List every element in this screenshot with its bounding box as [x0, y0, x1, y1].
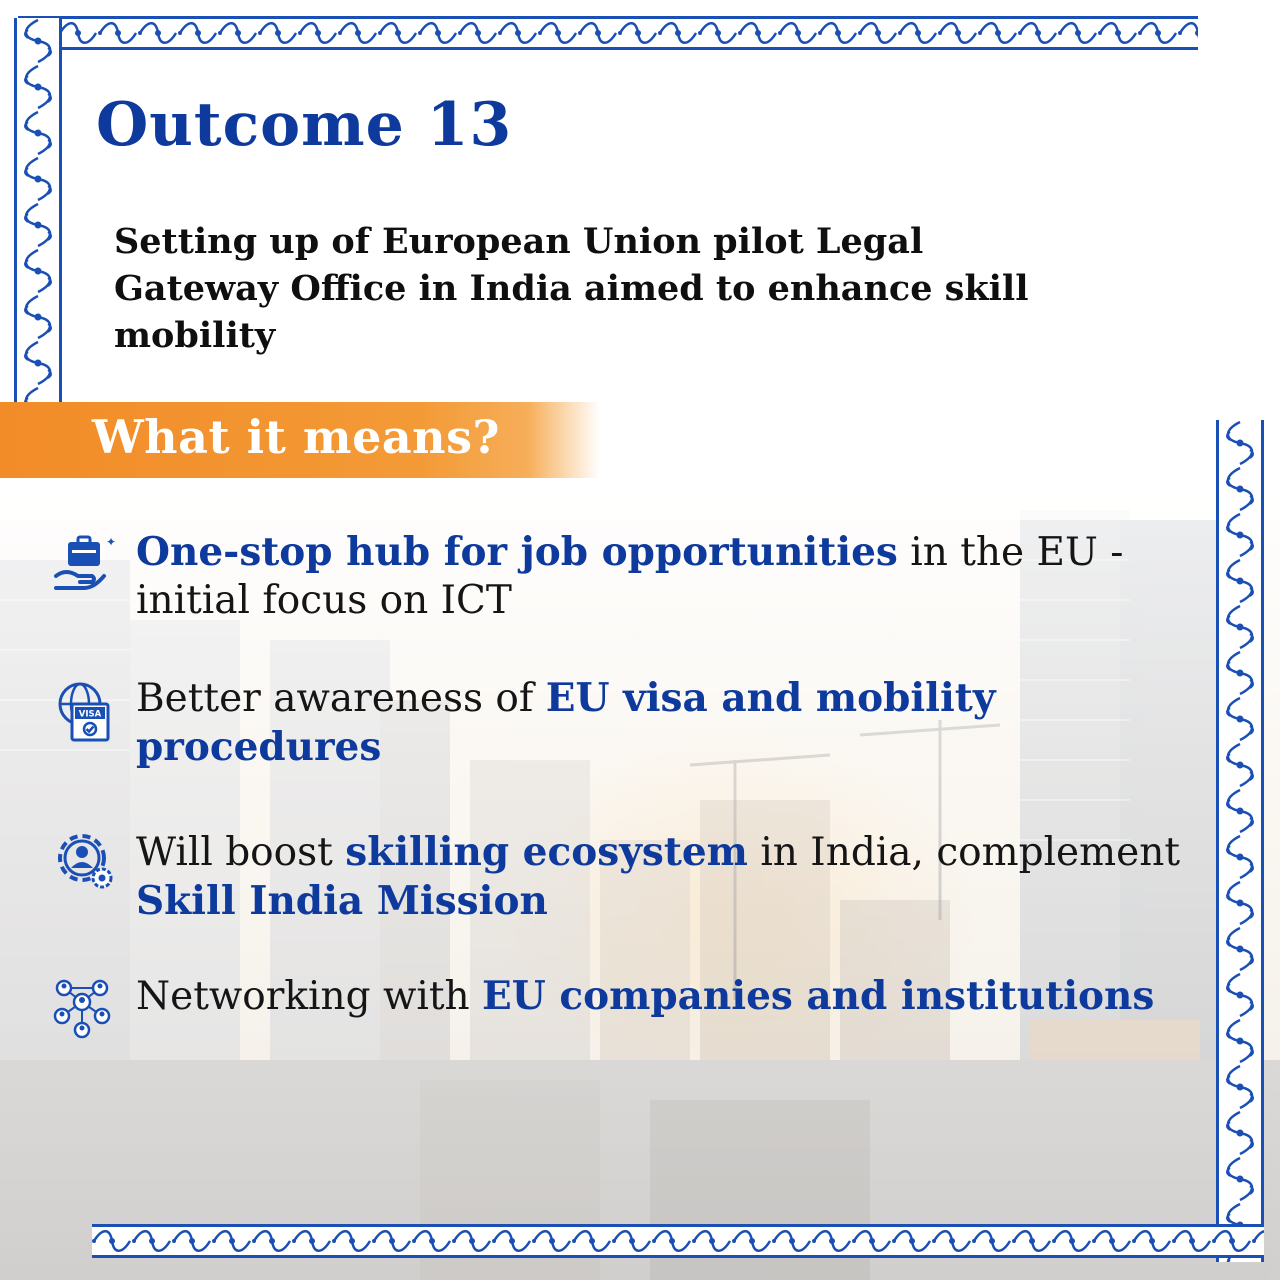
- list-item-text: Better awareness of EU visa and mobility procedures: [136, 675, 996, 770]
- job-hub-icon: [50, 532, 118, 600]
- visa-globe-icon: [50, 678, 118, 746]
- page-title: Outcome 13: [96, 90, 513, 160]
- svg-text:✦: ✦: [106, 535, 117, 549]
- section-banner: [0, 402, 600, 478]
- network-people-icon: [50, 972, 118, 1040]
- skilling-gear-icon: [50, 828, 118, 896]
- svg-text:VISA: VISA: [78, 709, 102, 720]
- decorative-border-top: [18, 16, 1198, 50]
- list-item-text: Will boost skilling ecosystem in India, complement Skill India Mission: [136, 829, 1180, 924]
- section-banner-label: What it means?: [92, 410, 500, 464]
- list-item-text: One-stop hub for job opportunities in the EU - initial focus on ICT: [136, 529, 1124, 623]
- list-item-text: Networking with EU companies and institutions: [136, 973, 1155, 1019]
- decorative-border-left: [14, 18, 62, 402]
- decorative-border-bottom: [92, 1224, 1264, 1258]
- page-subtitle: Setting up of European Union pilot Legal Gateway Office in India aimed to enhance skill mobility: [114, 221, 1029, 356]
- decorative-border-right: [1216, 420, 1264, 1262]
